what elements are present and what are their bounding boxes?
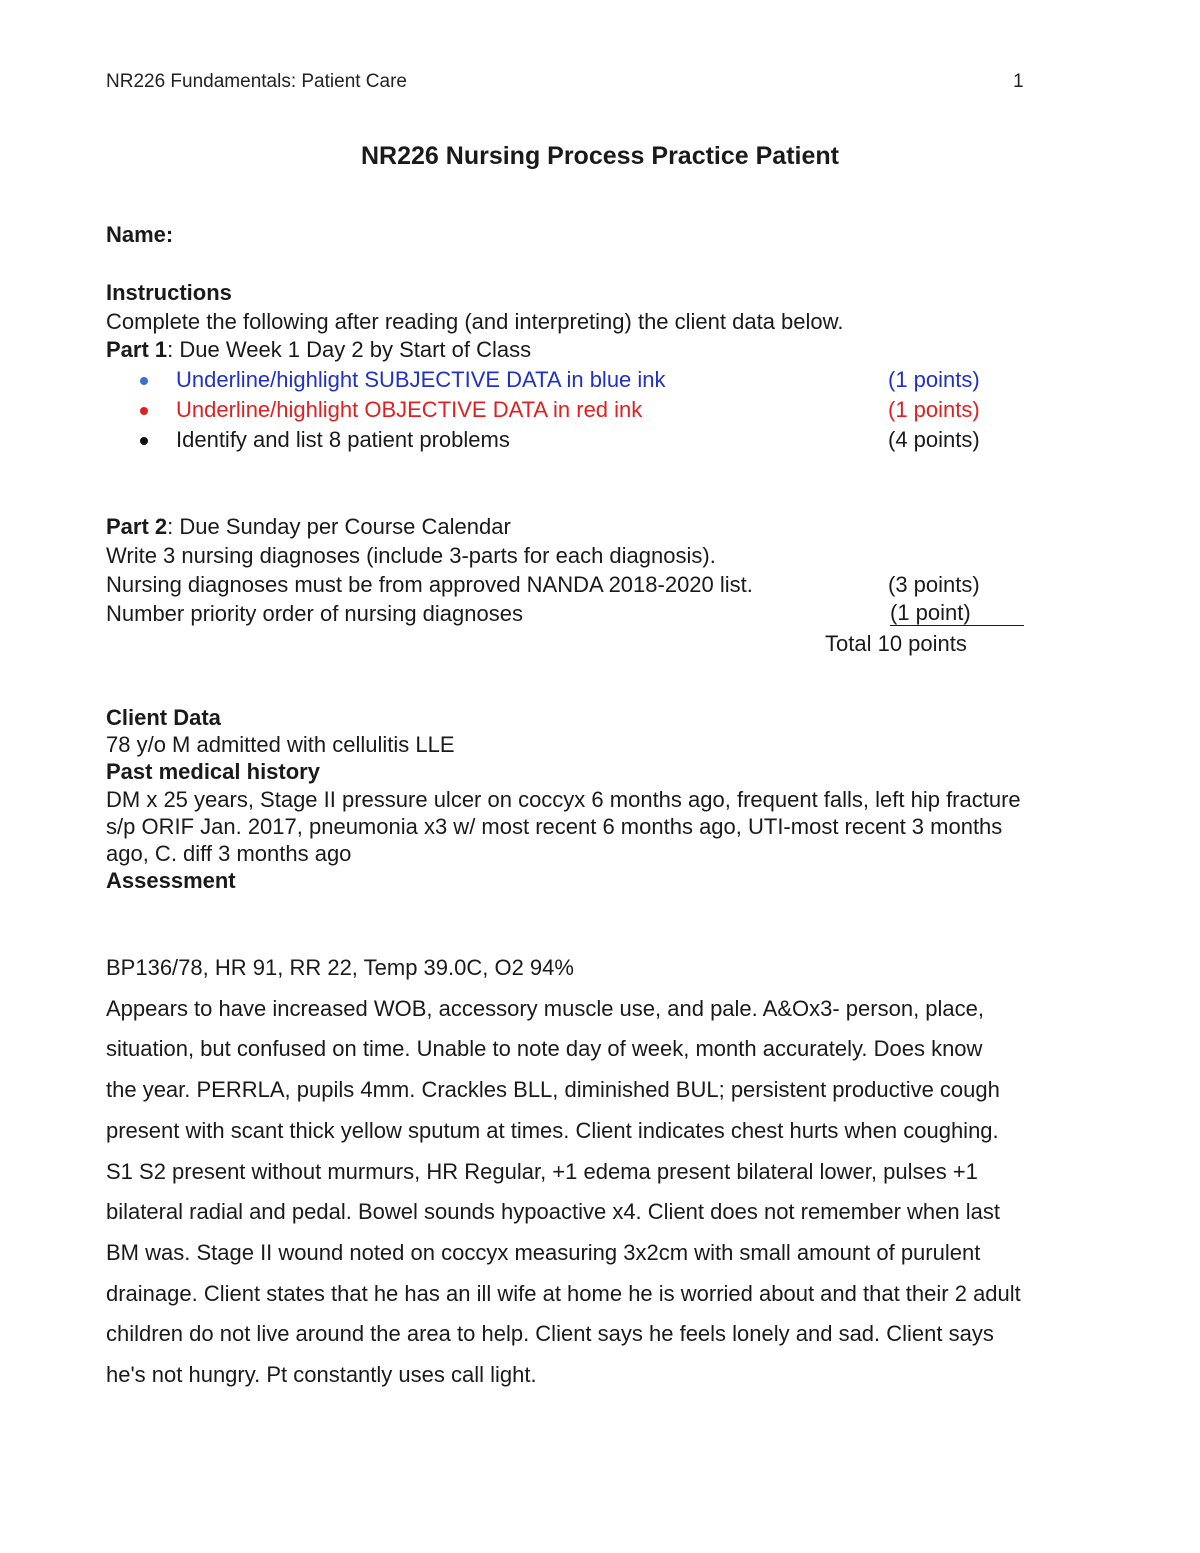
assessment-line: present with scant thick yellow sputum at times. Client indicates chest hurts when coughing. <box>106 1117 999 1143</box>
assessment-line: BP136/78, HR 91, RR 22, Temp 39.0C, O2 94% <box>106 955 574 980</box>
name-label: Name: <box>106 222 174 247</box>
part1-label: Part 1 <box>106 337 168 362</box>
part2-line-priority: Number priority order of nursing diagnoses <box>106 601 523 626</box>
part2-label: Part 2 <box>106 514 168 539</box>
part1-bullet-subjective <box>140 366 1000 394</box>
pmh-line: DM x 25 years, Stage II pressure ulcer on coccyx 6 months ago, frequent falls, left hip fracture <box>106 787 1021 812</box>
running-header-title: NR226 Fundamentals: Patient Care <box>106 71 407 92</box>
bullet-text: Underline/highlight OBJECTIVE DATA in red ink <box>176 397 643 422</box>
assessment-line: he's not hungry. Pt constantly uses call light. <box>106 1362 537 1388</box>
bullet-dot-icon <box>140 407 148 415</box>
part2-line <box>106 513 511 541</box>
assessment-line: children do not live around the area to help. Client says he feels lonely and sad. Client says <box>106 1321 994 1347</box>
part1-line <box>106 336 531 364</box>
bullet-text: Identify and list 8 patient problems <box>176 427 510 452</box>
assessment-line: situation, but confused on time. Unable to note day of week, month accurately. Does know <box>106 1036 983 1062</box>
instructions-intro: Complete the following after reading (and interpreting) the client data below. <box>106 309 844 334</box>
pmh-line: ago, C. diff 3 months ago <box>106 841 352 866</box>
client-summary: 78 y/o M admitted with cellulitis LLE <box>106 732 455 757</box>
bullet-points: (4 points) <box>888 427 980 452</box>
part2-points-nanda: (3 points) <box>888 572 980 597</box>
assessment-text <box>106 948 1096 1396</box>
pmh-line: s/p ORIF Jan. 2017, pneumonia x3 w/ most recent 6 months ago, UTI-most recent 3 months <box>106 814 1003 839</box>
page-number: 1 <box>1013 71 1024 92</box>
bullet-text: Underline/highlight SUBJECTIVE DATA in blue ink <box>176 367 666 392</box>
part2-points-priority: (1 point) <box>890 600 1024 626</box>
part2-line-nanda: Nursing diagnoses must be from approved NANDA 2018-2020 list. <box>106 572 753 597</box>
part2-line-diagnoses: Write 3 nursing diagnoses (include 3-parts for each diagnosis). <box>106 543 716 568</box>
assessment-line: the year. PERRLA, pupils 4mm. Crackles BLL, diminished BUL; persistent productive cough <box>106 1077 1000 1103</box>
part2-text: : Due Sunday per Course Calendar <box>167 514 511 539</box>
part1-bullet-objective <box>140 396 1000 424</box>
bullet-dot-icon <box>140 437 148 445</box>
assessment-line: bilateral radial and pedal. Bowel sounds hypoactive x4. Client does not remember when last <box>106 1199 1000 1225</box>
bullet-points: (1 points) <box>888 367 980 392</box>
assessment-line: drainage. Client states that he has an ill wife at home he is worried about and that their 2 adult <box>106 1280 1021 1306</box>
assessment-line: S1 S2 present without murmurs, HR Regular, +1 edema present bilateral lower, pulses +1 <box>106 1158 978 1184</box>
total-points: Total 10 points <box>825 631 967 656</box>
document-title: NR226 Nursing Process Practice Patient <box>361 142 839 170</box>
bullet-dot-icon <box>140 377 148 385</box>
part1-bullet-problems <box>140 426 1000 454</box>
part1-text: : Due Week 1 Day 2 by Start of Class <box>167 337 532 362</box>
client-data-heading: Client Data <box>106 705 221 730</box>
assessment-line: Appears to have increased WOB, accessory muscle use, and pale. A&Ox3- person, place, <box>106 995 985 1021</box>
bullet-points: (1 points) <box>888 397 980 422</box>
assessment-line: BM was. Stage II wound noted on coccyx measuring 3x2cm with small amount of purulent <box>106 1239 981 1265</box>
assessment-heading: Assessment <box>106 868 236 893</box>
instructions-heading: Instructions <box>106 280 232 305</box>
pmh-heading: Past medical history <box>106 759 320 784</box>
pmh-text <box>106 786 1096 867</box>
